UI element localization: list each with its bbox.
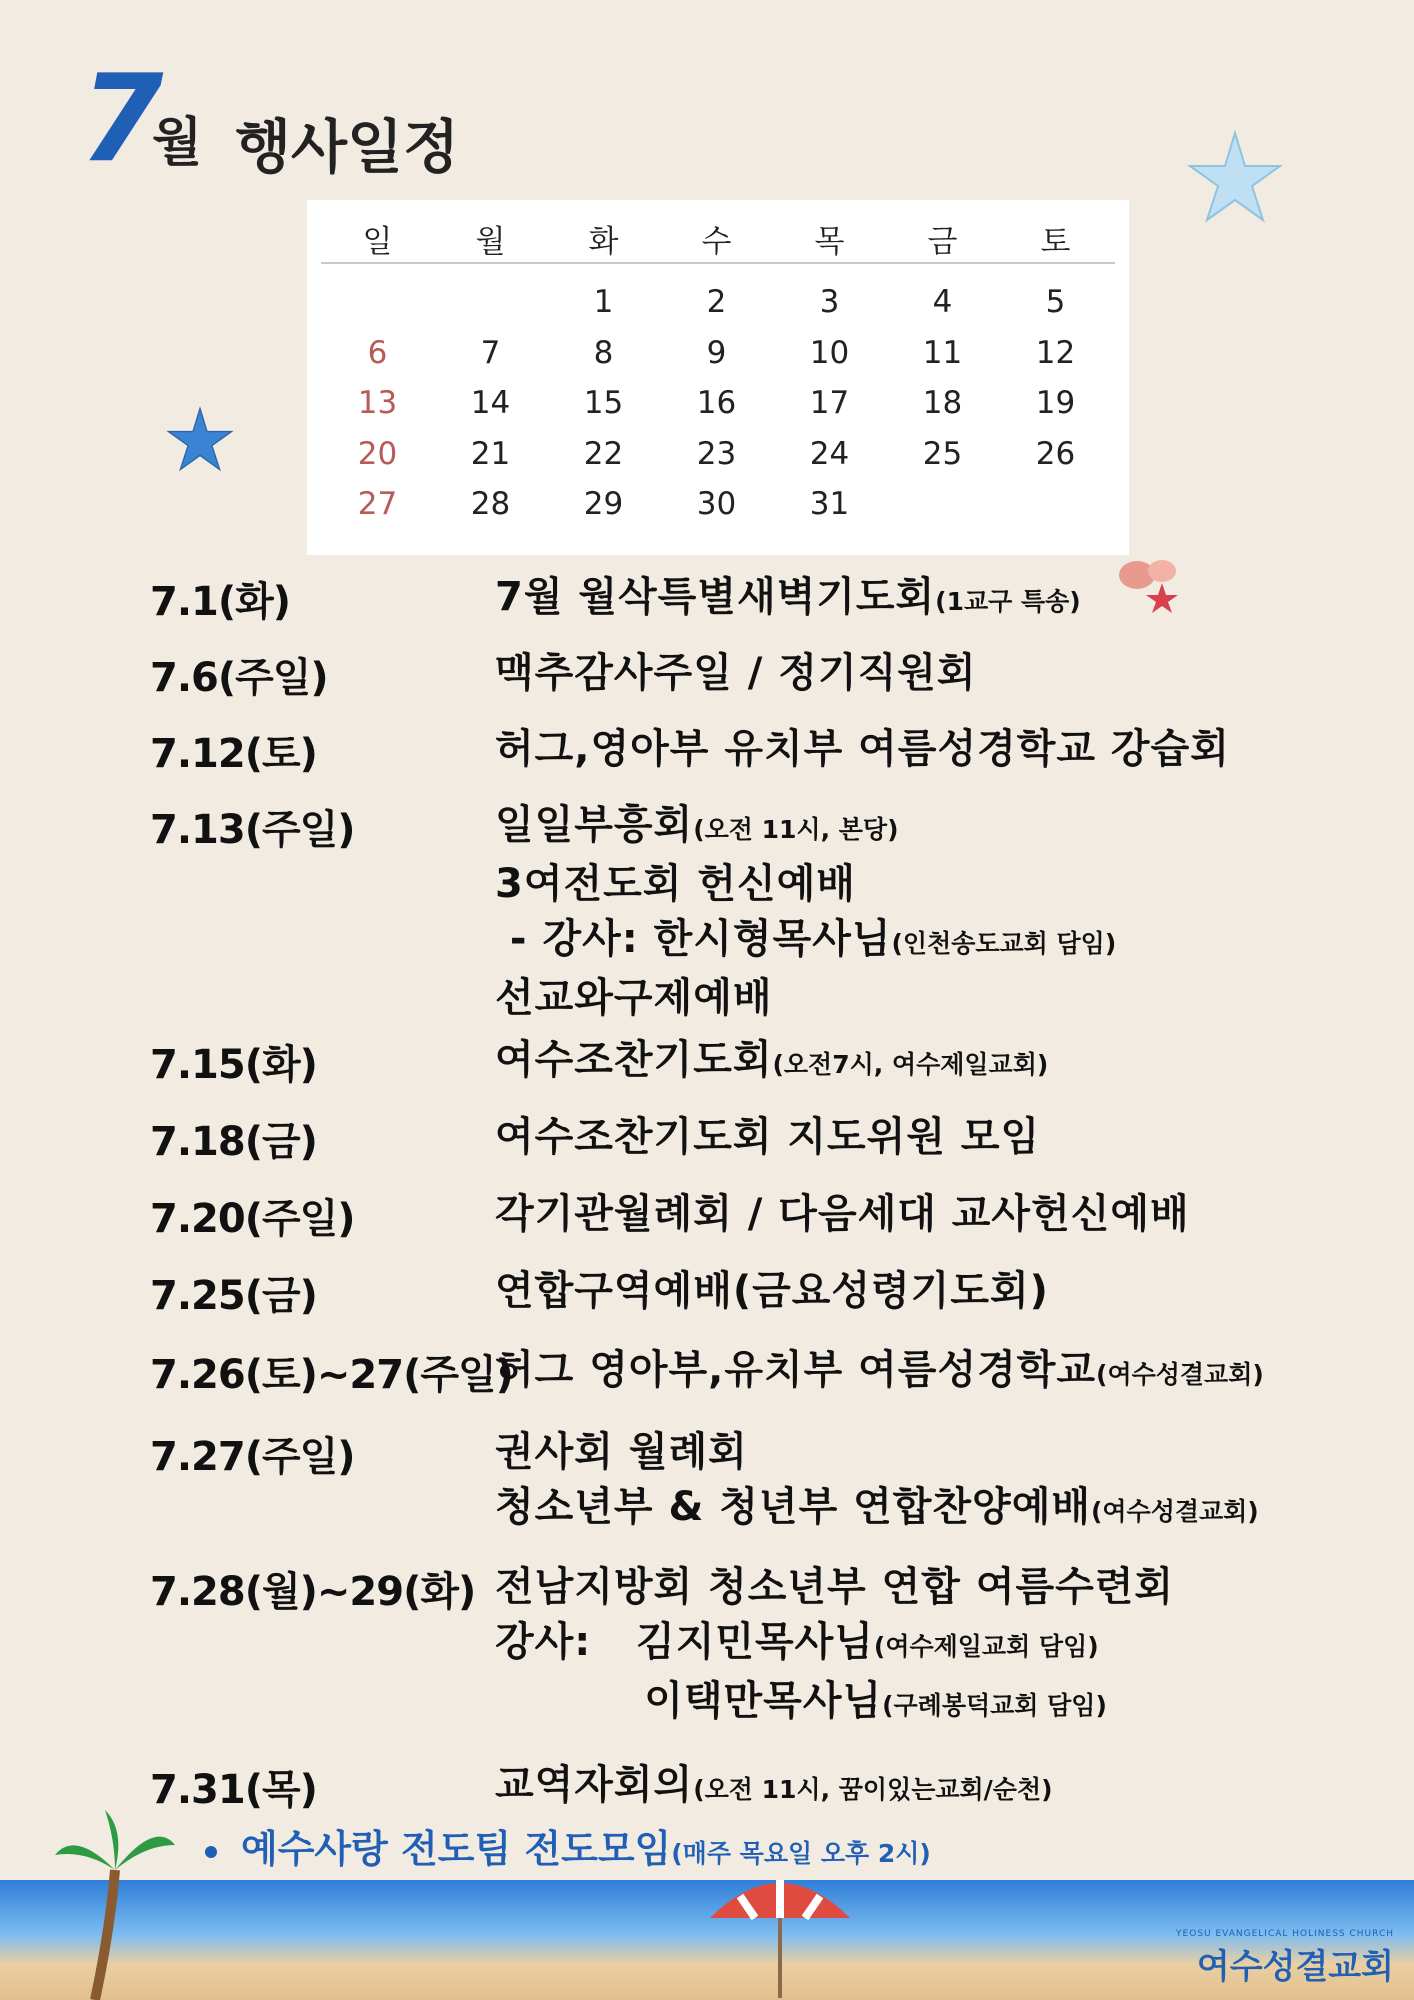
event-note: (오전7시, 여수제일교회) bbox=[772, 1050, 1049, 1079]
event-title: 권사회 월례회 bbox=[495, 1429, 748, 1475]
schedule-date: 7.15(화) bbox=[150, 1042, 317, 1088]
event-note: (여수성결교회) bbox=[1096, 1360, 1264, 1389]
calendar-day: 6 bbox=[367, 334, 388, 371]
calendar-day: 27 bbox=[357, 486, 398, 522]
calendar-day: 14 bbox=[470, 385, 511, 421]
schedule-events bbox=[495, 570, 1081, 629]
weekday-label: 화 bbox=[588, 224, 619, 260]
weekday-label: 월 bbox=[475, 224, 506, 260]
weekday-label: 토 bbox=[1040, 224, 1071, 260]
calendar-day: 15 bbox=[583, 385, 624, 421]
schedule-event bbox=[495, 971, 1116, 1026]
event-title: - 강사: 한시형목사님 bbox=[495, 916, 892, 962]
title-number: 7 bbox=[80, 50, 164, 189]
event-title: 선교와구제예배 bbox=[495, 975, 773, 1021]
calendar-day: 17 bbox=[809, 385, 850, 421]
schedule-event bbox=[495, 912, 1116, 971]
calendar-day: 3 bbox=[819, 284, 840, 320]
schedule-event bbox=[495, 1615, 1174, 1674]
event-title: 연합구역예배(금요성령기도회) bbox=[495, 1268, 1049, 1314]
event-title: 일일부흥회 bbox=[495, 802, 694, 848]
event-note: (여수제일교회 담임) bbox=[873, 1632, 1099, 1661]
umbrella-icon bbox=[700, 1858, 860, 1998]
schedule-event bbox=[495, 1480, 1259, 1539]
calendar-day: 1 bbox=[593, 284, 614, 320]
event-title: 3여전도회 헌신예배 bbox=[495, 861, 856, 907]
calendar bbox=[307, 200, 1129, 555]
event-title: 7월 월삭특별새벽기도회 bbox=[495, 574, 936, 620]
event-title: 이택만목사님 bbox=[495, 1678, 883, 1724]
calendar-day: 26 bbox=[1035, 435, 1076, 472]
event-note: (1교구 특송) bbox=[935, 587, 1081, 616]
schedule-events bbox=[495, 1264, 1049, 1319]
schedule-event bbox=[495, 1674, 1174, 1733]
calendar-day: 18 bbox=[922, 385, 963, 421]
calendar-day: 28 bbox=[470, 486, 511, 522]
calendar-day: 8 bbox=[593, 334, 614, 371]
event-title: 허그 영아부,유치부 여름성경학교 bbox=[495, 1347, 1097, 1393]
schedule-date: 7.6(주일) bbox=[150, 655, 328, 701]
event-note: (여수성결교회) bbox=[1090, 1497, 1259, 1526]
event-title: 각기관월례회 / 다음세대 교사헌신예배 bbox=[495, 1191, 1190, 1237]
schedule-event bbox=[495, 857, 1116, 912]
event-note: (구례봉덕교회 담임) bbox=[882, 1691, 1107, 1720]
schedule-date: 7.1(화) bbox=[150, 579, 291, 625]
schedule-event bbox=[495, 570, 1081, 629]
beach-banner bbox=[0, 1880, 1414, 2000]
schedule-event bbox=[495, 646, 977, 701]
schedule-events bbox=[495, 1343, 1264, 1402]
schedule-event bbox=[495, 1425, 1259, 1480]
event-note: (오전 11시, 본당) bbox=[693, 815, 899, 844]
schedule-event bbox=[495, 1110, 1040, 1165]
event-title: 청소년부 & 청년부 연합찬양예배 bbox=[495, 1484, 1091, 1530]
calendar-day: 25 bbox=[922, 435, 963, 472]
event-title: 허그,영아부 유치부 여름성경학교 강습회 bbox=[495, 726, 1230, 772]
calendar-day: 30 bbox=[696, 486, 737, 522]
starfish-icon bbox=[165, 405, 235, 475]
weekday-label: 목 bbox=[814, 224, 845, 260]
calendar-day: 21 bbox=[470, 435, 511, 472]
bullet-text: 예수사랑 전도팀 전도모임 bbox=[241, 1827, 672, 1871]
schedule-events bbox=[495, 1187, 1190, 1242]
schedule-date: 7.26(토)~27(주일) bbox=[150, 1352, 513, 1398]
calendar-day: 2 bbox=[706, 284, 727, 320]
schedule-event bbox=[495, 722, 1230, 777]
schedule-event bbox=[495, 798, 1116, 857]
schedule-events bbox=[495, 1110, 1040, 1165]
schedule-events bbox=[495, 798, 1116, 1026]
event-note: (오전 11시, 꿈이있는교회/순천) bbox=[693, 1775, 1053, 1804]
schedule-date: 7.28(월)~29(화) bbox=[150, 1569, 476, 1615]
weekday-label: 금 bbox=[927, 224, 958, 260]
calendar-day: 7 bbox=[480, 334, 501, 371]
weekday-label: 수 bbox=[701, 224, 732, 260]
calendar-day: 9 bbox=[706, 334, 727, 371]
calendar-day: 4 bbox=[932, 284, 953, 320]
schedule-date: 7.31(목) bbox=[150, 1767, 317, 1813]
calendar-day: 13 bbox=[357, 385, 398, 421]
calendar-day: 10 bbox=[809, 334, 850, 371]
calendar-day: 22 bbox=[583, 435, 624, 472]
event-note: (인천송도교회 담임) bbox=[891, 929, 1117, 958]
calendar-day: 12 bbox=[1035, 334, 1076, 371]
calendar-day: 29 bbox=[583, 486, 624, 522]
weekday-label: 일 bbox=[362, 224, 393, 260]
event-title: 교역자회의 bbox=[495, 1762, 694, 1808]
logo-name: 여수성결교회 bbox=[1196, 1947, 1394, 1987]
calendar-day: 20 bbox=[357, 435, 398, 472]
logo-subtitle: YEOSU EVANGELICAL HOLINESS CHURCH bbox=[1176, 1929, 1394, 1939]
event-title: 맥추감사주일 / 정기직원회 bbox=[495, 650, 977, 696]
schedule-events bbox=[495, 722, 1230, 777]
schedule-event bbox=[495, 1758, 1053, 1817]
schedule-events bbox=[495, 646, 977, 701]
calendar-day: 31 bbox=[809, 486, 850, 522]
title-text: 행사일정 bbox=[235, 113, 460, 181]
starfish-icon bbox=[1185, 128, 1285, 228]
bullet-note: (매주 목요일 오후 2시) bbox=[671, 1839, 931, 1868]
calendar-day: 19 bbox=[1035, 385, 1076, 421]
title-month: 월 bbox=[152, 113, 203, 173]
event-title: 전남지방회 청소년부 연합 여름수련회 bbox=[495, 1564, 1175, 1610]
schedule-events bbox=[495, 1425, 1259, 1539]
schedule-events bbox=[495, 1560, 1174, 1733]
schedule-events bbox=[495, 1033, 1048, 1092]
schedule-event bbox=[495, 1187, 1190, 1242]
event-title: 여수조찬기도회 지도위원 모임 bbox=[495, 1114, 1041, 1160]
event-title: 여수조찬기도회 bbox=[495, 1037, 773, 1083]
calendar-day: 16 bbox=[696, 385, 737, 421]
bullet-dot bbox=[205, 1846, 217, 1858]
palm-tree-icon bbox=[55, 1810, 175, 2000]
church-logo bbox=[1176, 1929, 1394, 1988]
calendar-day: 23 bbox=[696, 435, 737, 472]
calendar-day: 24 bbox=[809, 435, 850, 472]
calendar-weekday-header bbox=[321, 212, 1115, 264]
schedule-date: 7.27(주일) bbox=[150, 1434, 355, 1480]
schedule-event bbox=[495, 1343, 1264, 1402]
schedule-date: 7.13(주일) bbox=[150, 807, 355, 853]
schedule-date: 7.20(주일) bbox=[150, 1196, 355, 1242]
calendar-day: 5 bbox=[1045, 284, 1066, 320]
schedule-date: 7.18(금) bbox=[150, 1119, 317, 1165]
shells-icon bbox=[1112, 553, 1192, 613]
schedule-event bbox=[495, 1033, 1048, 1092]
event-title: 강사: 김지민목사님 bbox=[495, 1619, 874, 1665]
schedule-date: 7.12(토) bbox=[150, 731, 317, 777]
schedule-event bbox=[495, 1560, 1174, 1615]
calendar-day: 11 bbox=[922, 334, 963, 371]
schedule-event bbox=[495, 1264, 1049, 1319]
schedule-events bbox=[495, 1758, 1053, 1817]
schedule-date: 7.25(금) bbox=[150, 1273, 317, 1319]
